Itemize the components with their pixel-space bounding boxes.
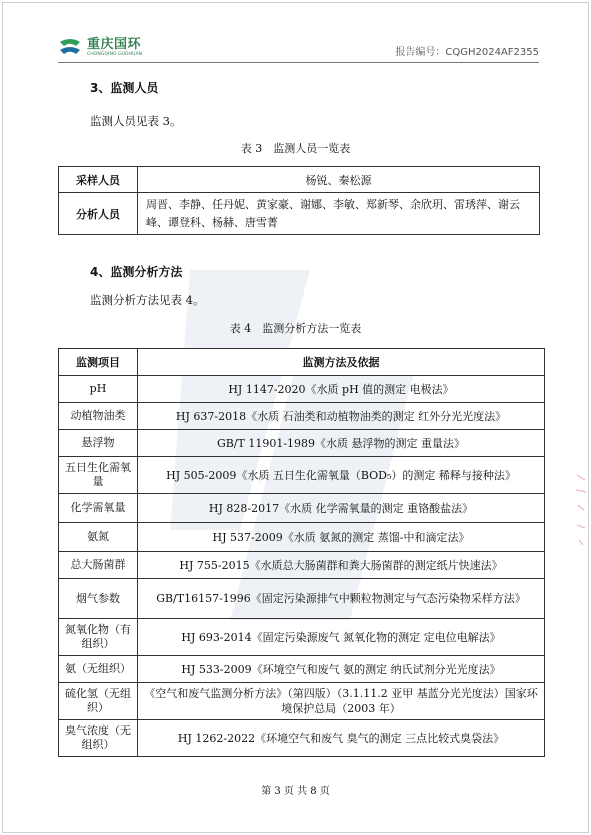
table-cell-label: 采样人员 (59, 167, 138, 193)
table-row (59, 552, 545, 579)
table-cell-item: 氨氮 (59, 523, 138, 552)
table-cell-item: 动植物油类 (59, 403, 138, 430)
methods-table (58, 348, 545, 757)
table-cell-item: 悬浮物 (59, 430, 138, 457)
section3-heading: 3、监测人员 (90, 81, 159, 95)
table-cell-method: 《空气和废气监测分析方法》（第四版）（3.1.11.2 亚甲 基蓝分光光度法）国家环境保护总局（2003 年） (138, 683, 545, 720)
report-number: 报告编号：CQGH2024AF2355 (395, 47, 539, 58)
table-cell-value: 杨锐、秦松源 (138, 167, 540, 193)
table-row (59, 683, 545, 720)
section4-text: 监测分析方法见表 4。 (90, 293, 205, 307)
table-cell-item: 化学需氧量 (59, 494, 138, 523)
table-cell-method: GB/T16157-1996《固定污染源排气中颗粒物测定与气态污染物采样方法》 (138, 579, 545, 619)
table-cell-item: 硫化氢（无组织） (59, 683, 138, 720)
table-cell-method: HJ 1262-2022《环境空气和废气 臭气的测定 三点比较式臭袋法》 (138, 720, 545, 757)
seal-stamp-fragment (573, 470, 589, 550)
table-cell-method: HJ 505-2009《水质 五日生化需氧量（BOD₅）的测定 稀释与接种法》 (138, 457, 545, 494)
logo-icon (58, 38, 82, 58)
section4-heading: 4、监测分析方法 (90, 265, 183, 279)
table-cell-label: 分析人员 (59, 193, 138, 235)
table-row (59, 167, 540, 193)
header-divider (58, 62, 539, 63)
table-cell-method: HJ 755-2015《水质总大肠菌群和粪大肠菌群的测定纸片快速法》 (138, 552, 545, 579)
company-logo (58, 38, 142, 58)
table-row (59, 523, 545, 552)
table-cell-method: HJ 693-2014《固定污染源废气 氮氧化物的测定 定电位电解法》 (138, 619, 545, 656)
table-cell-value: 周晋、李静、任丹妮、黄家豪、谢娜、李敏、郑新琴、余欣玥、雷琇萍、谢云峰、谭登科、杨赫、唐雪菁 (138, 193, 540, 235)
table4-caption: 表 4 监测分析方法一览表 (229, 322, 362, 335)
table-row (59, 457, 545, 494)
table-cell-item: 臭气浓度（无组织） (59, 720, 138, 757)
table-cell-method: HJ 637-2018《水质 石油类和动植物油类的测定 红外分光光度法》 (138, 403, 545, 430)
table-row (59, 619, 545, 656)
table-row (59, 403, 545, 430)
table-row (59, 430, 545, 457)
table-cell-method: GB/T 11901-1989《水质 悬浮物的测定 重量法》 (138, 430, 545, 457)
table-cell-method: HJ 533-2009《环境空气和废气 氨的测定 纳氏试剂分光光度法》 (138, 656, 545, 683)
table-row (59, 579, 545, 619)
table-header-row (59, 349, 545, 376)
table-cell-item: 烟气参数 (59, 579, 138, 619)
logo-english-name: CHONGQING GUOHUAN (87, 52, 143, 58)
table-cell-method: HJ 1147-2020《水质 pH 值的测定 电极法》 (138, 376, 545, 403)
logo-chinese-name: 重庆国环 (87, 37, 142, 53)
column-header: 监测项目 (59, 349, 138, 376)
table-row (59, 376, 545, 403)
personnel-table (58, 166, 540, 235)
section3-text: 监测人员见表 3。 (90, 114, 182, 128)
table-row (59, 193, 540, 235)
table-cell-item: 氨（无组织） (59, 656, 138, 683)
table-cell-item: 总大肠菌群 (59, 552, 138, 579)
table-cell-method: HJ 537-2009《水质 氨氮的测定 蒸馏-中和滴定法》 (138, 523, 545, 552)
table-row (59, 656, 545, 683)
table-cell-item: 五日生化需氧量 (59, 457, 138, 494)
page-number: 第 3 页 共 8 页 (261, 786, 330, 797)
table-row (59, 494, 545, 523)
table-cell-item: pH (59, 376, 138, 403)
table-row (59, 720, 545, 757)
table-cell-item: 氮氧化物（有组织） (59, 619, 138, 656)
table-cell-method: HJ 828-2017《水质 化学需氧量的测定 重铬酸盐法》 (138, 494, 545, 523)
column-header: 监测方法及依据 (138, 349, 545, 376)
table3-caption: 表 3 监测人员一览表 (240, 142, 351, 155)
